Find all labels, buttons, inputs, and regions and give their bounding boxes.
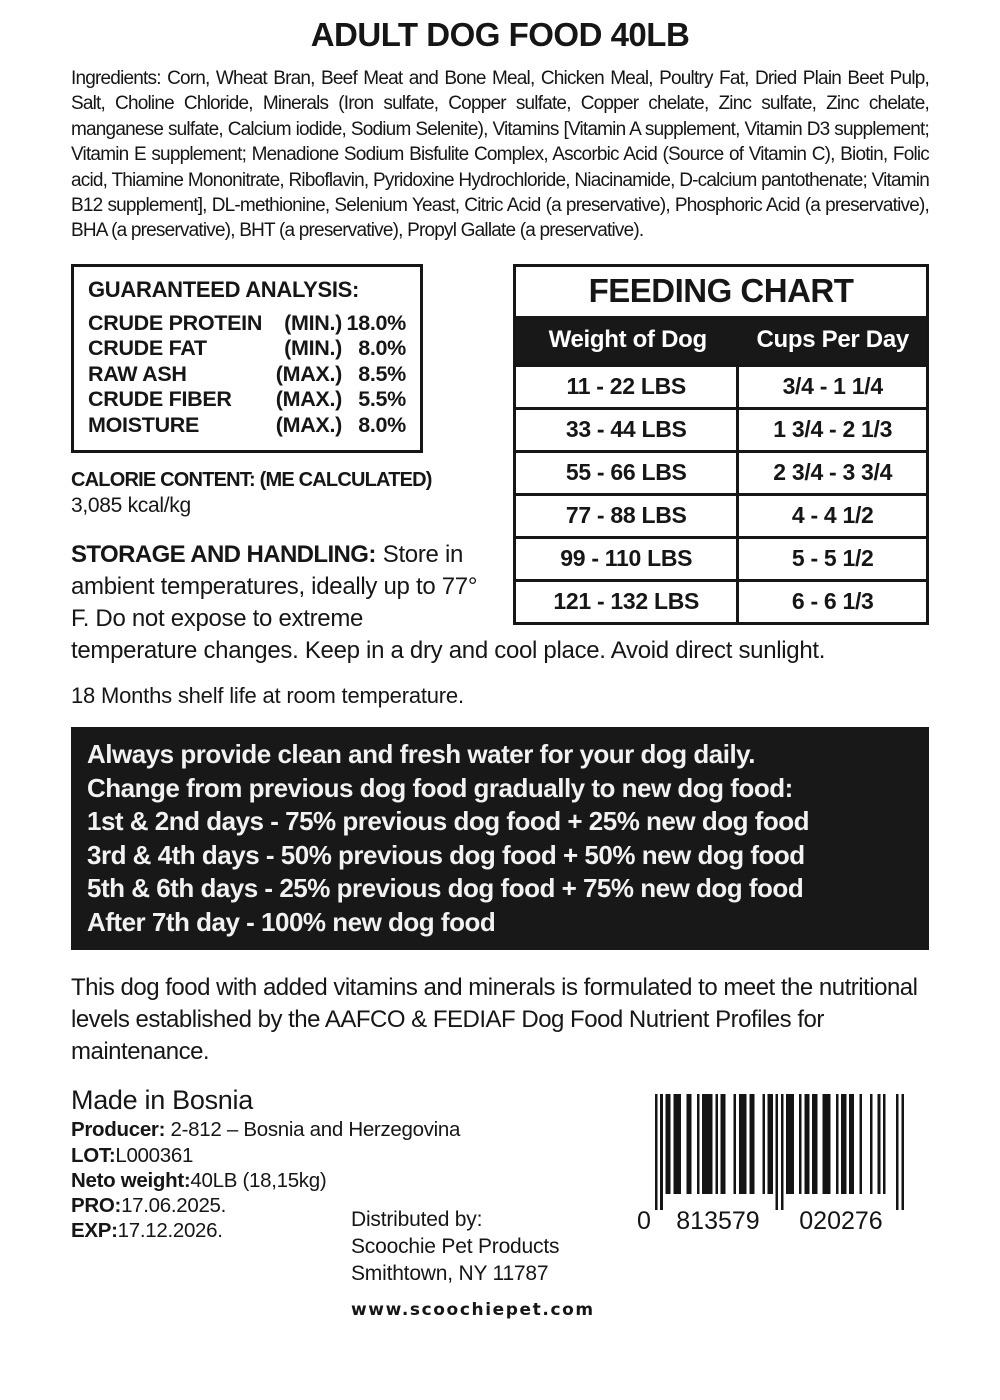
feeding-chart-row (516, 536, 926, 579)
nutrient-value: 18.0% (346, 310, 406, 335)
feeding-chart-row (516, 407, 926, 450)
column-header-cups: Cups Per Day (756, 325, 909, 353)
guaranteed-analysis-title: GUARANTEED ANALYSIS: (88, 276, 360, 302)
expiry-date-value: 17.12.2026. (117, 1219, 223, 1243)
feeding-instruction-line: 1st & 2nd days - 75% previous dog food + 25% new dog food (87, 806, 809, 837)
column-header-weight: Weight of Dog (548, 325, 707, 353)
made-in-text: Made in Bosnia (71, 1085, 253, 1116)
bottom-section (71, 1084, 929, 1342)
cups-cell: 5 - 5 1/2 (791, 544, 874, 571)
distributor-name: Scoochie Pet Products (351, 1235, 560, 1259)
upc-barcode (637, 1092, 909, 1234)
feeding-chart-row (516, 493, 926, 536)
weight-cell: 11 - 22 LBS (516, 367, 739, 407)
svg-text:0: 0 (637, 1207, 651, 1235)
feeding-chart-row (516, 364, 926, 407)
nutrient-basis: (MAX.) (275, 361, 342, 386)
analysis-and-feeding-section (71, 264, 929, 668)
aafco-statement: This dog food with added vitamins and minerals is formulated to meet the nutritional levels established by the AAFCO & FEDIAF Dog Food Nutrient Profiles for maintenance. (71, 974, 918, 1066)
svg-text:813579: 813579 (676, 1207, 760, 1235)
feeding-instruction-line: After 7th day - 100% new dog food (87, 906, 496, 937)
website-url: www.scoochiepet.com (351, 1300, 595, 1321)
analysis-row (88, 413, 406, 439)
nutrient-basis: (MAX.) (275, 412, 342, 437)
nutrient-value: 8.0% (358, 412, 406, 437)
nutrient-label: MOISTURE (88, 412, 200, 437)
nutrient-value: 8.0% (358, 336, 406, 361)
weight-cell: 77 - 88 LBS (516, 496, 739, 536)
cups-cell: 3/4 - 1 1/4 (782, 372, 883, 399)
nutrient-basis: (MIN.) (284, 336, 342, 361)
feeding-instruction-line: 3rd & 4th days - 50% previous dog food + 50% new dog food (87, 839, 805, 870)
net-weight-value: 40LB (18,15kg) (190, 1168, 327, 1192)
weight-cell: 99 - 110 LBS (516, 539, 739, 579)
cups-cell: 2 3/4 - 3 3/4 (773, 458, 893, 485)
feeding-chart-row (516, 450, 926, 493)
analysis-row (88, 362, 406, 388)
feeding-chart-header (516, 316, 926, 364)
guaranteed-analysis-box (71, 264, 423, 454)
nutrient-label: CRUDE PROTEIN (88, 310, 263, 335)
weight-cell: 55 - 66 LBS (516, 453, 739, 493)
distributor-block (351, 1206, 595, 1324)
svg-text:020276: 020276 (799, 1207, 883, 1235)
production-date-value: 17.06.2025. (121, 1193, 227, 1217)
nutrient-label: CRUDE FIBER (88, 387, 232, 412)
cups-cell: 1 3/4 - 2 1/3 (773, 415, 893, 442)
producer-label: Producer: (71, 1118, 166, 1142)
net-weight-label: Neto weight: (71, 1168, 191, 1192)
feeding-instructions-box (71, 727, 929, 950)
feeding-instruction-line: Always provide clean and fresh water for your dog daily. (87, 739, 755, 770)
nutrient-label: CRUDE FAT (88, 336, 207, 361)
feeding-instruction-line: Change from previous dog food gradually to new dog food: (87, 772, 793, 803)
storage-text: Store in ambient temperatures, ideally up to 77° F. Do not expose to extreme temperature changes. Keep in a dry and cool place. Avoid direct sunlight. (71, 541, 826, 665)
nutrient-basis: (MIN.) (284, 310, 342, 335)
production-date-label: PRO: (71, 1193, 122, 1217)
nutrient-label: RAW ASH (88, 361, 187, 386)
nutrient-basis: (MAX.) (275, 387, 342, 412)
ingredients-text: Ingredients: Corn, Wheat Bran, Beef Meat and Bone Meal, Chicken Meal, Poultry Fat, Dried Plain Beet Pulp, Salt, Choline Chloride, Minerals (Iron sulfate, Copper sulfate, Copper chelate, Zinc sulfate, Zinc chelate, manganese sulfate, Calcium iodide, Sodium Selenite), Vitamins [Vitamin A supplement, Vitamin D3 supplement; Vitamin E supplement; Menadione Sodium Bisfulite Complex, Ascorbic Acid (Source of Vitamin C), Biotin, Folic acid, Thiamine Mononitrate, Riboflavin, Pyridoxine Hydrochloride, Niacinamide, D-calcium pantothenate; Vitamin B12 supplement], DL-methionine, Selenium Yeast, Citric Acid (a preservative), Phosphoric Acid (a preservative), BHA (a preservative), BHT (a preservative), Propyl Gallate (a preservative). (71, 68, 929, 242)
producer-value: 2-812 – Bosnia and Herzegovina (165, 1118, 461, 1142)
calorie-content-heading: CALORIE CONTENT: (ME CALCULATED) (71, 469, 432, 492)
cups-cell: 6 - 6 1/3 (791, 587, 874, 614)
feeding-chart (513, 264, 929, 625)
shelf-life-note: 18 Months shelf life at room temperature. (71, 683, 464, 709)
barcode-bars (637, 1092, 909, 1234)
feeding-chart-row (516, 579, 926, 622)
nutrient-value: 8.5% (358, 361, 406, 386)
calorie-content-value: 3,085 kcal/kg (71, 494, 191, 518)
weight-cell: 121 - 132 LBS (516, 582, 739, 622)
analysis-row (88, 311, 406, 337)
weight-cell: 33 - 44 LBS (516, 410, 739, 450)
analysis-row (88, 336, 406, 362)
lot-label: LOT: (71, 1143, 116, 1167)
feeding-chart-title: FEEDING CHART (588, 271, 854, 309)
nutrient-value: 5.5% (358, 387, 406, 412)
lot-value: L000361 (115, 1143, 194, 1167)
distributed-by-line: Distributed by: (351, 1208, 483, 1232)
feeding-instruction-line: 5th & 6th days - 25% previous dog food + 75% new dog food (87, 873, 804, 904)
cups-cell: 4 - 4 1/2 (791, 501, 874, 528)
product-title: ADULT DOG FOOD 40LB (310, 16, 690, 53)
distributor-address: Smithtown, NY 11787 (351, 1262, 549, 1286)
analysis-row (88, 387, 406, 413)
storage-heading: STORAGE AND HANDLING: (71, 541, 376, 569)
expiry-date-label: EXP: (71, 1219, 118, 1243)
